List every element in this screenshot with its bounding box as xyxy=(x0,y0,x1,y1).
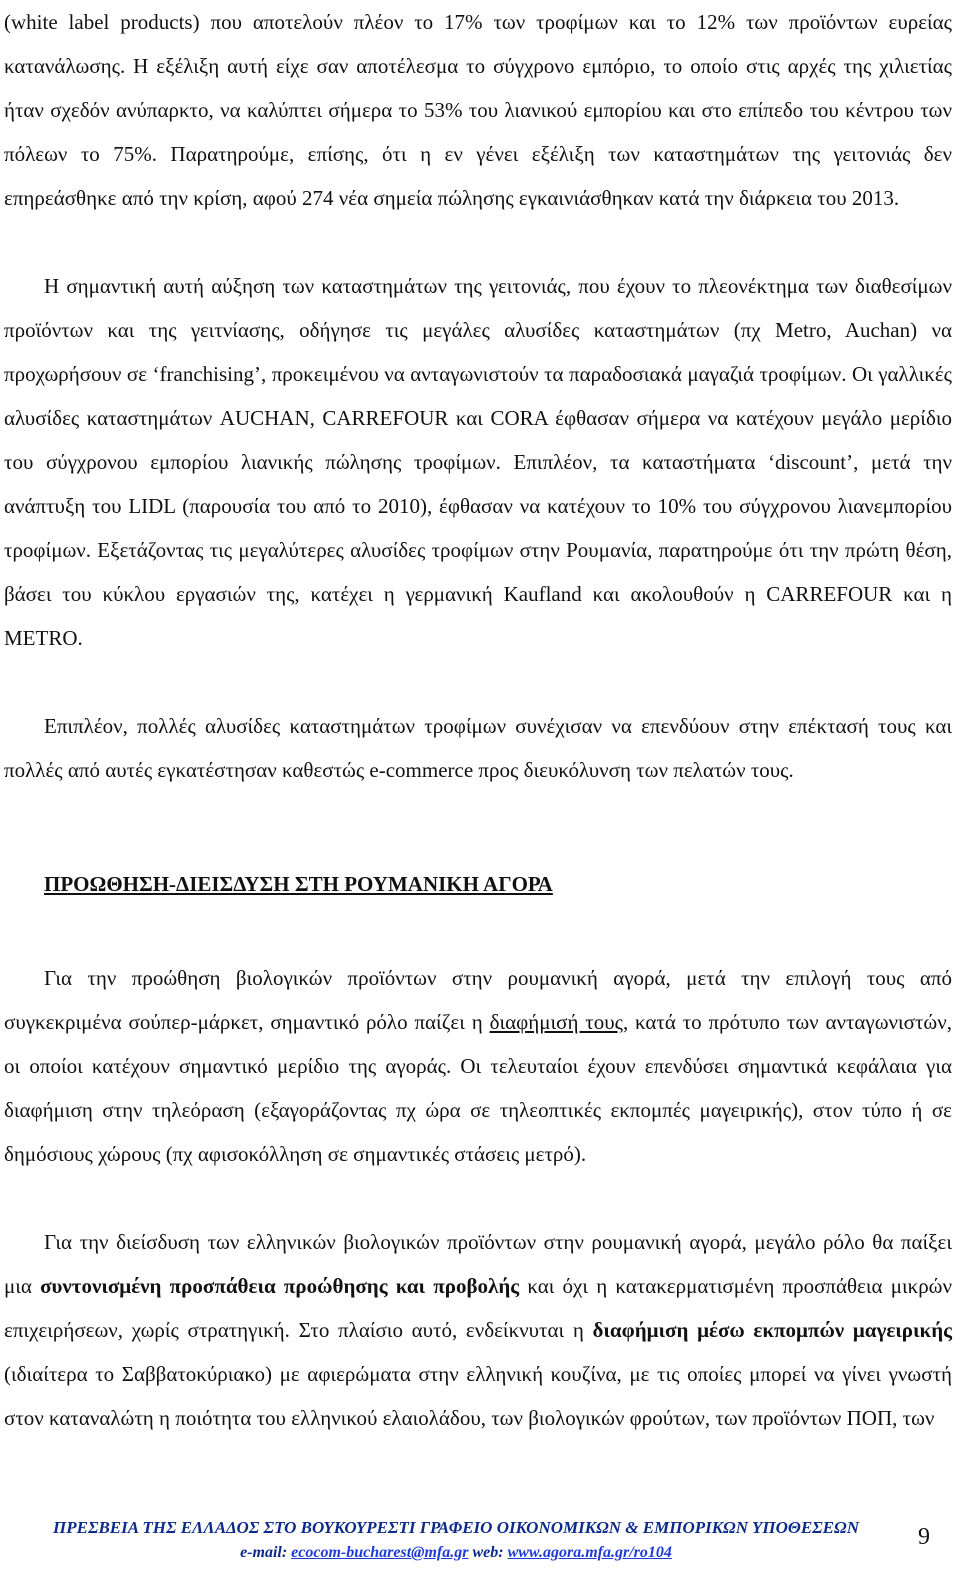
greek-text-part3: (ιδιαίτερα το Σαββατοκύριακο) με αφιερώματα στην ελληνική κουζίνα, με τις οποίες μπορεί να γίνει γνωστή στον καταναλώτη η ποιότητα του ελληνικού ελαιολάδου, των βιολογικών φρούτων, των προϊόντων ΠΟΠ, των xyxy=(4,1362,952,1430)
promotion-text-after: , κατά το πρότυπο των ανταγωνιστών, οι οποίοι κατέχουν σημαντικό μερίδιο της αγοράς. Οι τελευταίοι έχουν επενδύσει σημαντικά κεφάλαια για διαφήμιση στην τηλεόραση (εξαγοράζοντας πχ ώρα σε τηλεοπτικές εκπομπές μαγειρικής), στον τύπο ή σε δημόσιους χώρους (πχ αφισοκόλληση σε σημαντικές στάσεις μετρό). xyxy=(4,1010,953,1166)
footer-email-link[interactable]: ecocom-bucharest@mfa.gr xyxy=(291,1544,469,1561)
footer-organization: ΠΡΕΣΒΕΙΑ ΤΗΣ ΕΛΛΑΔΟΣ ΣΤΟ ΒΟΥΚΟΥΡΕΣΤΙ ΓΡΑΦΕΙΟ ΟΙΚΟΝΟΜΙΚΩΝ & ΕΜΠΟΡΙΚΩΝ ΥΠΟΘΕΣΕΩΝ xyxy=(53,1518,859,1537)
paragraph-ecommerce: Επιπλέον, πολλές αλυσίδες καταστημάτων τροφίμων συνέχισαν να επενδύουν στην επέκτασή τους και πολλές από αυτές εγκατέστησαν καθεστώς e-commerce προς διευκόλυνση των πελατών τους. xyxy=(4,714,952,782)
paragraph-promotion xyxy=(4,956,952,1176)
greek-text-part2: και όχι η κατακερματισμένη προσπάθεια μικρών επιχειρήσεων, χωρίς στρατηγική. Στο πλαίσιο αυτό, ενδείκνυται η xyxy=(4,1274,952,1342)
greek-text-part1: Για την διείσδυση των ελληνικών βιολογικών προϊόντων στην ρουμανική αγορά, μεγάλο ρόλο θα παίξει μια xyxy=(4,1230,952,1298)
footer-web-label: web: xyxy=(468,1544,508,1561)
paragraph-greek-products xyxy=(4,1220,952,1440)
greek-text-bold2: διαφήμιση μέσω εκπομπών μαγειρικής xyxy=(592,1318,952,1342)
footer-web-link[interactable]: www.agora.mfa.gr/ro104 xyxy=(507,1544,672,1561)
footer-contacts xyxy=(0,1544,912,1562)
paragraph-neighborhood-stores: Η σημαντική αυτή αύξηση των καταστημάτων της γειτονιάς, που έχουν το πλεονέκτημα των διαθεσίμων προϊόντων και της γειτνίασης, οδήγησε τις μεγάλες αλυσίδες καταστημάτων (πχ Metro, Auchan) να προχωρήσουν σε ‘franchising’, προκειμένου να ανταγωνιστούν τα παραδοσιακά μαγαζιά τροφίμων. Οι γαλλικές αλυσίδες καταστημάτων AUCHAN, CARREFOUR και CORA έφθασαν σήμερα να κατέχουν μεγάλο μερίδιο του σύγχρονου εμπορίου λιανικής πώλησης τροφίμων. Επιπλέον, τα καταστήματα ‘discount’, μετά την ανάπτυξη του LIDL (παρουσία του από το 2010), έφθασαν να κατέχουν το 10% του σύγχρονου λιανεμπορίου τροφίμων. Εξετάζοντας τις μεγαλύτερες αλυσίδες τροφίμων στην Ρουμανία, παρατηρούμε ότι την πρώτη θέση, βάσει του κύκλου εργασιών της, κατέχει η γερμανική Kaufland και ακολουθούν η CARREFOUR και η METRO. xyxy=(4,274,952,650)
footer-email-label: e-mail: xyxy=(240,1544,292,1561)
section-heading: ΠΡΟΩΘΗΣΗ-ΔΙΕΙΣΔΥΣΗ ΣΤΗ ΡΟΥΜΑΝΙΚΗ ΑΓΟΡΑ xyxy=(44,872,553,896)
paragraph-market-intro: (white label products) που αποτελούν πλέον το 17% των τροφίμων και το 12% των προϊόντων ευρείας κατανάλωσης. Η εξέλιξη αυτή είχε σαν αποτέλεσμα το σύγχρονο εμπόριο, το οποίο στις αρχές της χιλιετίας ήταν σχεδόν ανύπαρκτο, να καλύπτει σήμερα το 53% του λιανικού εμπορίου και στο επίπεδο του κέντρου των πόλεων το 75%. Παρατηρούμε, επίσης, ότι η εν γένει εξέλιξη των καταστημάτων της γειτονιάς δεν επηρεάσθηκε από την κρίση, αφού 274 νέα σημεία πώλησης εγκαινιάσθηκαν κατά την διάρκεια του 2013. xyxy=(4,10,952,210)
greek-text-bold1: συντονισμένη προσπάθεια προώθησης και προβολής xyxy=(40,1274,520,1298)
promotion-text-before: Για την προώθηση βιολογικών προϊόντων στην ρουμανική αγορά, μετά την επιλογή τους από συγκεκριμένα σούπερ-μάρκετ, σημαντικό ρόλο παίζει η xyxy=(4,966,952,1034)
promotion-text-underlined: διαφήμισή τους xyxy=(489,1010,623,1034)
page-number: 9 xyxy=(918,1524,930,1550)
